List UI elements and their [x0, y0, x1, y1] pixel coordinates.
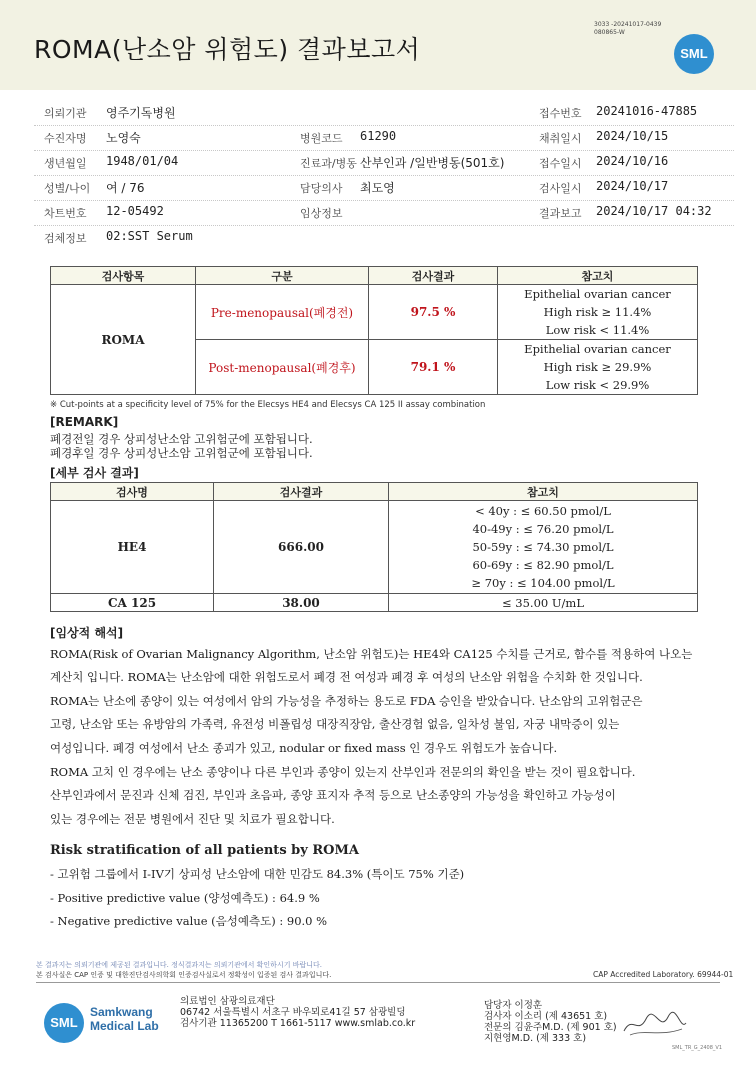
risk-line: - Positive predictive value (양성예측도) : 64.9 % [50, 891, 320, 905]
info-row [34, 225, 734, 250]
reference-cell [498, 285, 698, 340]
receipt-date-value: 2024/10/16 [596, 154, 669, 168]
info-row [34, 100, 734, 126]
category-cell: Post-menopausal(폐경후) [196, 340, 369, 395]
detail-results-title: [세부 검사 결과] [50, 466, 139, 480]
reference-line: 50-59y : ≤ 74.30 pmol/L [472, 540, 614, 554]
roma-item-cell: ROMA [51, 285, 196, 395]
organization-name-line: Medical Lab [90, 1019, 159, 1033]
dept-label: 진료과/병동 [300, 157, 357, 170]
cutoff-note: ※ Cut-points at a specificity level of 75% for the Elecsys HE4 and Elecsys CA 125 II assay combination [50, 400, 486, 410]
examinee-label: 수진자명 [44, 132, 87, 145]
interpretation-line: ROMA 고치 인 경우에는 난소 종양이나 다른 부인과 종양이 있는지 산부인과 전문의의 확인을 받는 것이 필요합니다. [50, 765, 636, 779]
receipt-no-value: 20241016-47885 [596, 104, 698, 118]
doctor-value: 최도영 [360, 181, 395, 195]
result-cell: 97.5 % [369, 285, 498, 340]
interpretation-line: ROMA는 난소에 종양이 있는 여성에서 암의 가능성을 추정하는 용도로 FDA 승인을 받았습니다. 난소암의 고위험군은 [50, 694, 643, 708]
reference-line: 40-49y : ≤ 76.20 pmol/L [472, 522, 614, 536]
reference-cell [498, 340, 698, 395]
chart-no-label: 차트번호 [44, 207, 87, 220]
sex-age-label: 성별/나이 [44, 182, 91, 195]
staff-list [484, 1000, 617, 1044]
info-row [34, 175, 734, 201]
organization-name-line: Samkwang [90, 1005, 153, 1019]
requesting-institution-label: 의뢰기관 [44, 107, 87, 120]
chart-no-value: 12-05492 [106, 204, 164, 218]
collection-date-value: 2024/10/15 [596, 129, 669, 143]
requesting-institution-value: 영주기독병원 [106, 106, 176, 120]
risk-line: - Negative predictive value (음성예측도) : 90.0 % [50, 914, 328, 928]
column-header: 검사결과 [369, 267, 498, 285]
receipt-no-label: 접수번호 [539, 107, 582, 120]
table-row [51, 285, 698, 340]
reference-line: Low risk < 29.9% [545, 378, 650, 392]
sml-logo: SML [674, 34, 714, 74]
staff-line: 지현영M.D. (제 333 호) [484, 1033, 587, 1044]
signature-icon [620, 1005, 690, 1041]
test-result-cell: 666.00 [214, 501, 389, 594]
interpretation-line: 계산치 입니다. ROMA는 난소암에 대한 위험도로서 폐경 전 여성과 폐경 후 여성의 난소암 위험을 수치화 한 것입니다. [50, 670, 643, 684]
risk-line: - 고위험 그룹에서 I-IV기 상피성 난소암에 대한 민감도 84.3% (특이도 75% 기준) [50, 867, 465, 881]
interpretation-line: 산부인과에서 문진과 신체 검진, 부인과 초음파, 종양 표지자 추적 등으로 난소종양의 가능성을 확인하고 가능성이 [50, 788, 616, 802]
report-date-label: 결과보고 [539, 207, 582, 220]
table-header-row [51, 267, 698, 285]
reference-line: 60-69y : ≤ 82.90 pmol/L [472, 558, 614, 572]
category-cell: Pre-menopausal(폐경전) [196, 285, 369, 340]
test-date-value: 2024/10/17 [596, 179, 669, 193]
remark-line: 폐경전일 경우 상피성난소암 고위험군에 포함됩니다. [50, 432, 313, 446]
cap-accreditation: CAP Accredited Laboratory. 69944-01 [593, 970, 734, 979]
interpretation-line: 고령, 난소암 또는 유방암의 가족력, 유전성 비폴립성 대장직장암, 출산경험 없음, 일차성 불임, 자궁 내막증이 있는 [50, 717, 620, 731]
footer-note: 본 검사실은 CAP 인증 및 대한진단검사의학회 인증검사실로서 정확성이 입증된 검사 결과입니다. [36, 971, 332, 979]
staff-line: 검사자 이소리 (제 43651 호) [484, 1011, 608, 1022]
column-header: 검사결과 [214, 483, 389, 501]
birth-label: 생년월일 [44, 157, 87, 170]
examinee-value: 노영숙 [106, 131, 141, 145]
info-row [34, 150, 734, 176]
interpretation-title: [임상적 해석] [50, 626, 124, 640]
specimen-label: 검체정보 [44, 232, 87, 245]
column-header: 검사항목 [51, 267, 196, 285]
reference-line: ≥ 70y : ≤ 104.00 pmol/L [471, 576, 615, 590]
info-row [34, 125, 734, 151]
form-code: SML_TR_G_2408_V1 [672, 1045, 723, 1051]
roma-result-table [50, 266, 698, 395]
address-line: 06742 서울특별시 서초구 바우뫼로41길 57 삼광빌딩 [180, 1007, 406, 1018]
footer-note: 본 결과지는 의뢰기관에 제공된 결과입니다. 정식결과지는 의뢰기관에서 확인하시기 바랍니다. [36, 961, 322, 969]
document-code-line-1: 3033 -20241017-0439 [594, 21, 662, 28]
test-name-cell: CA 125 [51, 594, 214, 612]
collection-date-label: 채취일시 [539, 132, 582, 145]
address-line: 의료법인 삼광의료재단 [180, 996, 275, 1007]
reference-cell [389, 501, 698, 594]
column-header: 검사명 [51, 483, 214, 501]
test-date-label: 검사일시 [539, 182, 582, 195]
document-code [594, 21, 661, 37]
column-header: 참고치 [498, 267, 698, 285]
organization-name [90, 1005, 159, 1033]
staff-line: 담당자 이정훈 [484, 1000, 543, 1011]
interpretation-line: 여성입니다. 폐경 여성에서 난소 종괴가 있고, nodular or fixed mass 인 경우도 위험도가 높습니다. [50, 741, 558, 755]
reference-line: High risk ≥ 29.9% [543, 360, 652, 374]
remark-title: [REMARK] [50, 415, 119, 429]
address-line: 검사기관 11365200 T 1661-5117 www.smlab.co.kr [180, 1018, 416, 1029]
column-header: 구분 [196, 267, 369, 285]
birth-value: 1948/01/04 [106, 154, 179, 168]
test-name-cell: HE4 [51, 501, 214, 594]
remark-line: 폐경후일 경우 상피성난소암 고위험군에 포함됩니다. [50, 446, 313, 460]
clinical-info-label: 임상정보 [300, 207, 343, 220]
footer-divider [36, 982, 720, 983]
reference-cell: ≤ 35.00 U/mL [389, 594, 698, 612]
receipt-date-label: 접수일시 [539, 157, 582, 170]
hospital-code-label: 병원코드 [300, 132, 343, 145]
organization-address [180, 996, 415, 1029]
sex-age-value: 여 / 76 [106, 181, 145, 195]
risk-stratification-title: Risk stratification of all patients by ROMA [50, 843, 359, 858]
specimen-value: 02:SST Serum [106, 229, 193, 243]
info-row [34, 200, 734, 226]
reference-line: High risk ≥ 11.4% [543, 305, 652, 319]
reference-line: < 40y : ≤ 60.50 pmol/L [475, 504, 611, 518]
sml-footer-logo: SML [44, 1003, 84, 1043]
result-cell: 79.1 % [369, 340, 498, 395]
test-result-cell: 38.00 [214, 594, 389, 612]
column-header: 참고치 [389, 483, 698, 501]
reference-line: Epithelial ovarian cancer [524, 342, 671, 356]
report-date-value: 2024/10/17 04:32 [596, 204, 712, 218]
interpretation-line: 있는 경우에는 전문 병원에서 진단 및 치료가 필요합니다. [50, 812, 335, 826]
detail-result-table [50, 482, 698, 612]
staff-line: 전문의 김윤주M.D. (제 901 호) [484, 1022, 617, 1033]
reference-line: Epithelial ovarian cancer [524, 287, 671, 301]
interpretation-line: ROMA(Risk of Ovarian Malignancy Algorithm, 난소암 위험도)는 HE4와 CA125 수치를 근거로, 함수를 적용하여 나오는 [50, 647, 693, 661]
table-row [51, 594, 698, 612]
document-code-line-2: 080865-W [594, 29, 625, 36]
report-title: ROMA(난소암 위험도) 결과보고서 [34, 35, 421, 64]
table-header-row [51, 483, 698, 501]
reference-line: Low risk < 11.4% [545, 323, 650, 337]
dept-value: 산부인과 /일반병동(501호) [360, 156, 505, 170]
table-row [51, 501, 698, 594]
doctor-label: 담당의사 [300, 182, 343, 195]
hospital-code-value: 61290 [360, 129, 397, 143]
